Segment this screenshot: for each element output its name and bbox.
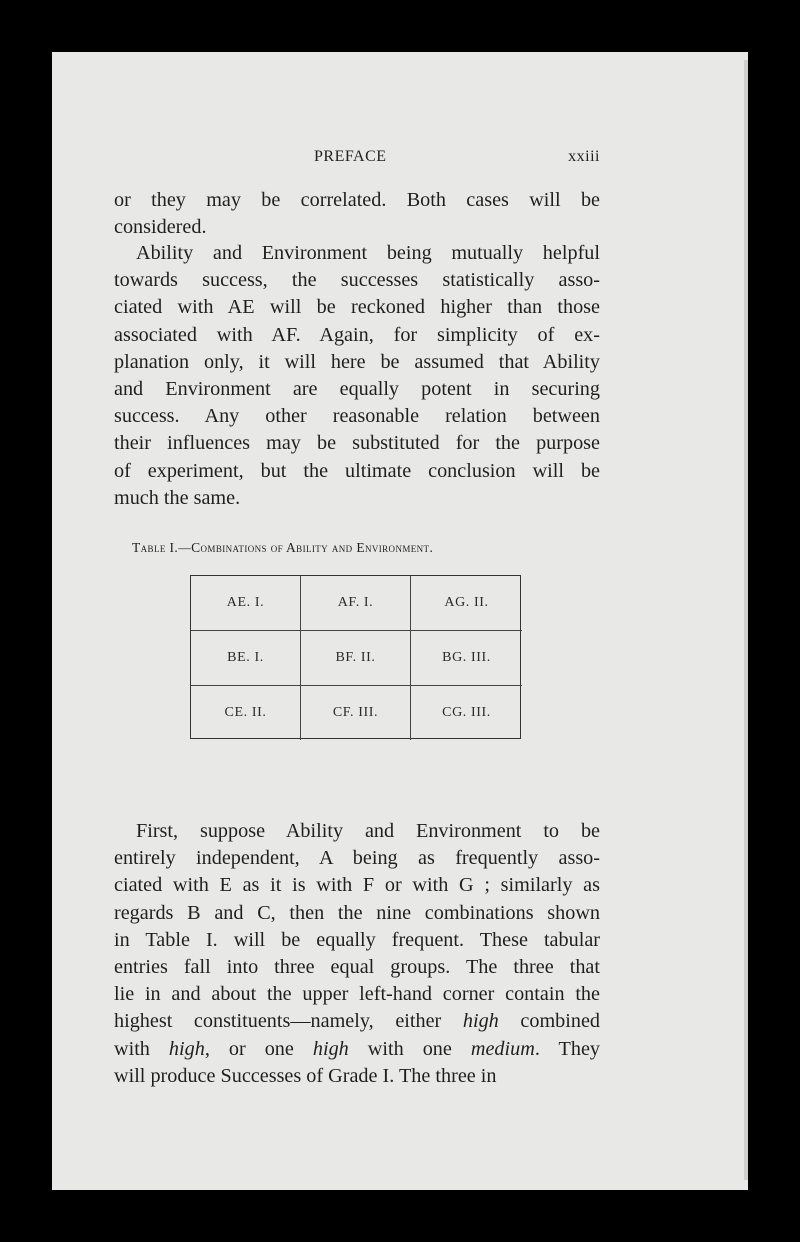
text-line: and Environment are equally potent in securing: [114, 378, 600, 401]
table-cell: AE. I.: [191, 576, 301, 631]
text-line: planation only, it will here be assumed that Ability: [114, 350, 600, 373]
text-line: associated with AF. Again, for simplicity of ex-: [114, 323, 600, 346]
table-caption-title: Combinations of Ability and Environment.: [191, 540, 434, 555]
text-line: of experiment, but the ultimate conclusion will be: [114, 459, 600, 482]
page-number: xxiii: [568, 148, 600, 165]
table-cell: AF. I.: [301, 576, 411, 631]
table-cell: BE. I.: [191, 631, 301, 686]
text-line: considered.: [114, 216, 207, 239]
table-cell: CE. II.: [191, 686, 301, 740]
table-cell: BF. II.: [301, 631, 411, 686]
text-line: entries fall into three equal groups. The three that: [114, 956, 600, 979]
paragraph-2: [114, 240, 600, 512]
table-cell: BG. III.: [411, 631, 522, 686]
text-line: their influences may be substituted for the purpose: [114, 432, 600, 455]
paragraph-3: [114, 818, 600, 1090]
text-line: lie in and about the upper left-hand corner contain the: [114, 983, 600, 1006]
table-caption-dash: —: [178, 541, 192, 555]
running-title: PREFACE: [314, 148, 387, 165]
text-line: First, suppose Ability and Environment to be: [136, 820, 600, 842]
text-line: much the same.: [114, 486, 241, 509]
text-line: highest constituents—namely, either high combined: [114, 1010, 600, 1033]
paragraph-1: [114, 187, 600, 241]
text-line: in Table I. will be equally frequent. These tabular: [114, 928, 600, 951]
text-line: will produce Successes of Grade I. The three in: [114, 1064, 497, 1087]
text-line: Ability and Environment being mutually helpful: [136, 242, 600, 264]
table-cell: AG. II.: [411, 576, 522, 631]
text-line: success. Any other reasonable relation between: [114, 405, 600, 428]
text-line: ciated with AE will be reckoned higher than those: [114, 296, 600, 319]
table-cell: CF. III.: [301, 686, 411, 740]
text-line: towards success, the successes statistically asso-: [114, 269, 600, 292]
text-line: regards B and C, then the nine combinations shown: [114, 901, 600, 924]
running-header: [114, 148, 600, 170]
table-caption: [132, 540, 592, 556]
book-page: [52, 52, 748, 1190]
table-cell: CG. III.: [442, 705, 491, 720]
text-line: entirely independent, A being as frequently asso-: [114, 847, 600, 870]
text-line: with high, or one high with one medium. They: [114, 1037, 600, 1060]
table-caption-label: Table I.: [132, 540, 179, 555]
page-edge: [744, 60, 748, 1180]
text-line: ciated with E as it is with F or with G ; similarly as: [114, 874, 600, 897]
combinations-table: [190, 575, 521, 739]
text-line: or they may be correlated. Both cases will be: [114, 189, 600, 211]
